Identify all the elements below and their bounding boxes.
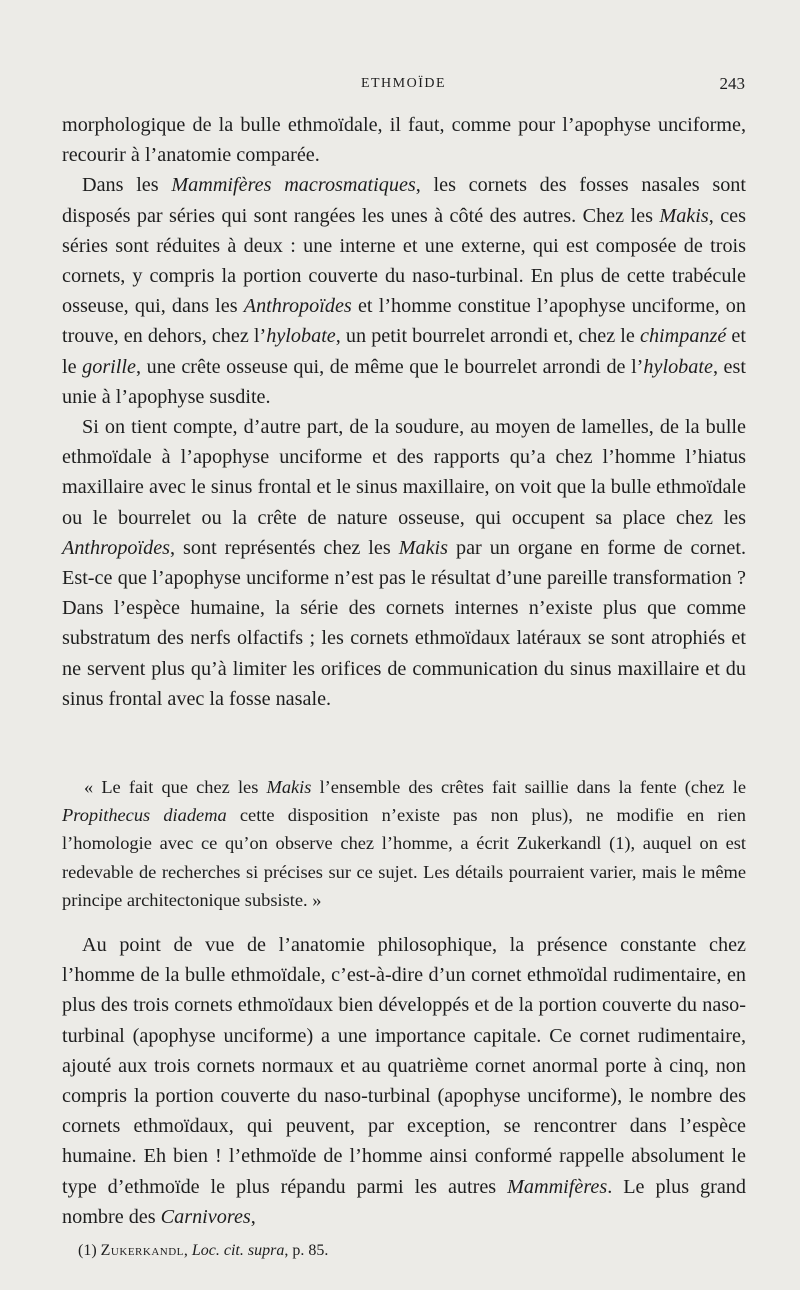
quote-paragraph (62, 773, 746, 914)
text-run: , ces séries sont réduites à deux : une interne et une externe, qui est composée de trois cornets, y compris la portion couverte du naso-turbinal. En plus de cette trabécule osseuse, qui, dans les (62, 204, 746, 318)
text-run: Dans les (82, 174, 172, 197)
paragraph (62, 170, 746, 412)
text-run: l’ensemble des crêtes fait saillie dans la fente (chez le (311, 777, 746, 797)
text-run: et l’homme constitue l’apophyse unciforme, on trouve, en dehors, chez l’ (62, 295, 746, 348)
text-run: , (250, 1205, 256, 1228)
text-run: morphologique de la bulle ethmoïdale, il faut, comme pour l’apophyse unciforme, recourir à l’anatomie comparée. (62, 114, 746, 167)
text-run: cette disposition n’existe pas non plus), ne modifie en rien l’homologie avec ce qu’on observe chez l’homme, a écrit Zukerkandl (1), auquel on est redevable de recherches si précises sur ce sujet. Les détails pourraient varier, mais le même principe architectonique subsiste. » (62, 805, 747, 910)
footnote (78, 1240, 738, 1262)
closing-text (62, 930, 746, 1232)
paragraph (62, 930, 746, 1232)
page-header (62, 76, 745, 100)
italic-run: chimpanzé (639, 325, 727, 348)
text-run: (1) (78, 1242, 101, 1259)
running-title: ETHMOÏDE (360, 76, 447, 91)
text-run: « Le fait que chez les (84, 777, 267, 797)
italic-run: gorille (82, 355, 136, 378)
text-run: , p. 85. (284, 1242, 329, 1259)
italic-run: Makis (398, 536, 449, 559)
italic-run: Loc. cit. supra (191, 1242, 285, 1259)
text-run: , les cornets des fosses nasales sont disposés par séries qui sont rangées les unes à côté des autres. Chez les (62, 174, 746, 227)
text-run: , (183, 1242, 192, 1259)
italic-run: Anthropoïdes (243, 295, 352, 318)
text-run: , une crête osseuse qui, de même que le bourrelet arrondi de l’ (135, 355, 644, 378)
italic-run: Makis (659, 204, 709, 227)
italic-run: Mammifères macrosmatiques (171, 174, 416, 197)
main-text (62, 110, 746, 714)
italic-run: hylobate (643, 355, 713, 378)
italic-run: Propithecus diadema (62, 805, 227, 826)
italic-run: Carnivores (160, 1205, 251, 1228)
text-run: et le (62, 325, 746, 378)
text-run: Au point de vue de l’anatomie philosophique, la présence constante chez l’homme de la bulle ethmoïdale, c’est-à-dire d’un cornet ethmoïdal rudimentaire, en plus des trois cornets ethmoïdaux bien développés et de la portion couverte du naso-turbinal (apophyse unciforme) a une importance capitale. Ce cornet rudimentaire, ajouté aux trois cornets normaux et au quatrième cornet anormal porte à cinq, non compris la portion couverte du naso-turbinal (apophyse unciforme), le nombre des cornets ethmoïdaux, qui peuvent, par exception, se rencontrer dans l’espèce humaine. Eh bien ! l’ethmoïde de l’homme ainsi conformé rappelle absolument le type d’ethmoïde le plus répandu parmi les autres (62, 934, 746, 1198)
small-caps-run: Zukerkandl (100, 1242, 184, 1259)
paragraph (62, 412, 746, 714)
text-run: par un organe en forme de cornet. Est-ce que l’apophyse unciforme n’est pas le résultat d’une pareille transformation ? Dans l’espèce humaine, la série des cornets internes n’existe plus que comme substratum des nerfs olfactifs ; les cornets ethmoïdaux latéraux se sont atrophiés et ne servent plus qu’à limiter les orifices de communication du sinus maxillaire et du sinus frontal avec la fosse nasale. (62, 536, 746, 710)
text-run: Si on tient compte, d’autre part, de la soudure, au moyen de lamelles, de la bulle ethmoïdale à l’apophyse unciforme et des rapports qu’a chez l’homme l’hiatus maxillaire avec le sinus frontal et le sinus maxillaire, on voit que la bulle ethmoïdale ou le bourrelet ou la crête de nature osseuse, qui occupent sa place chez les (62, 416, 746, 529)
block-quote (62, 773, 746, 914)
italic-run: hylobate (266, 325, 336, 348)
text-run: . Le plus grand nombre des (62, 1175, 746, 1228)
page-number: 243 (719, 74, 745, 93)
text-run: , un petit bourrelet arrondi et, chez le (335, 325, 640, 348)
text-run: , est unie à l’apophyse susdite. (62, 355, 746, 408)
italic-run: Anthropoïdes (62, 536, 171, 559)
italic-run: Makis (266, 777, 312, 797)
paragraph (62, 110, 746, 170)
text-run: , sont représentés chez les (170, 536, 399, 559)
italic-run: Mammifères (507, 1175, 608, 1198)
